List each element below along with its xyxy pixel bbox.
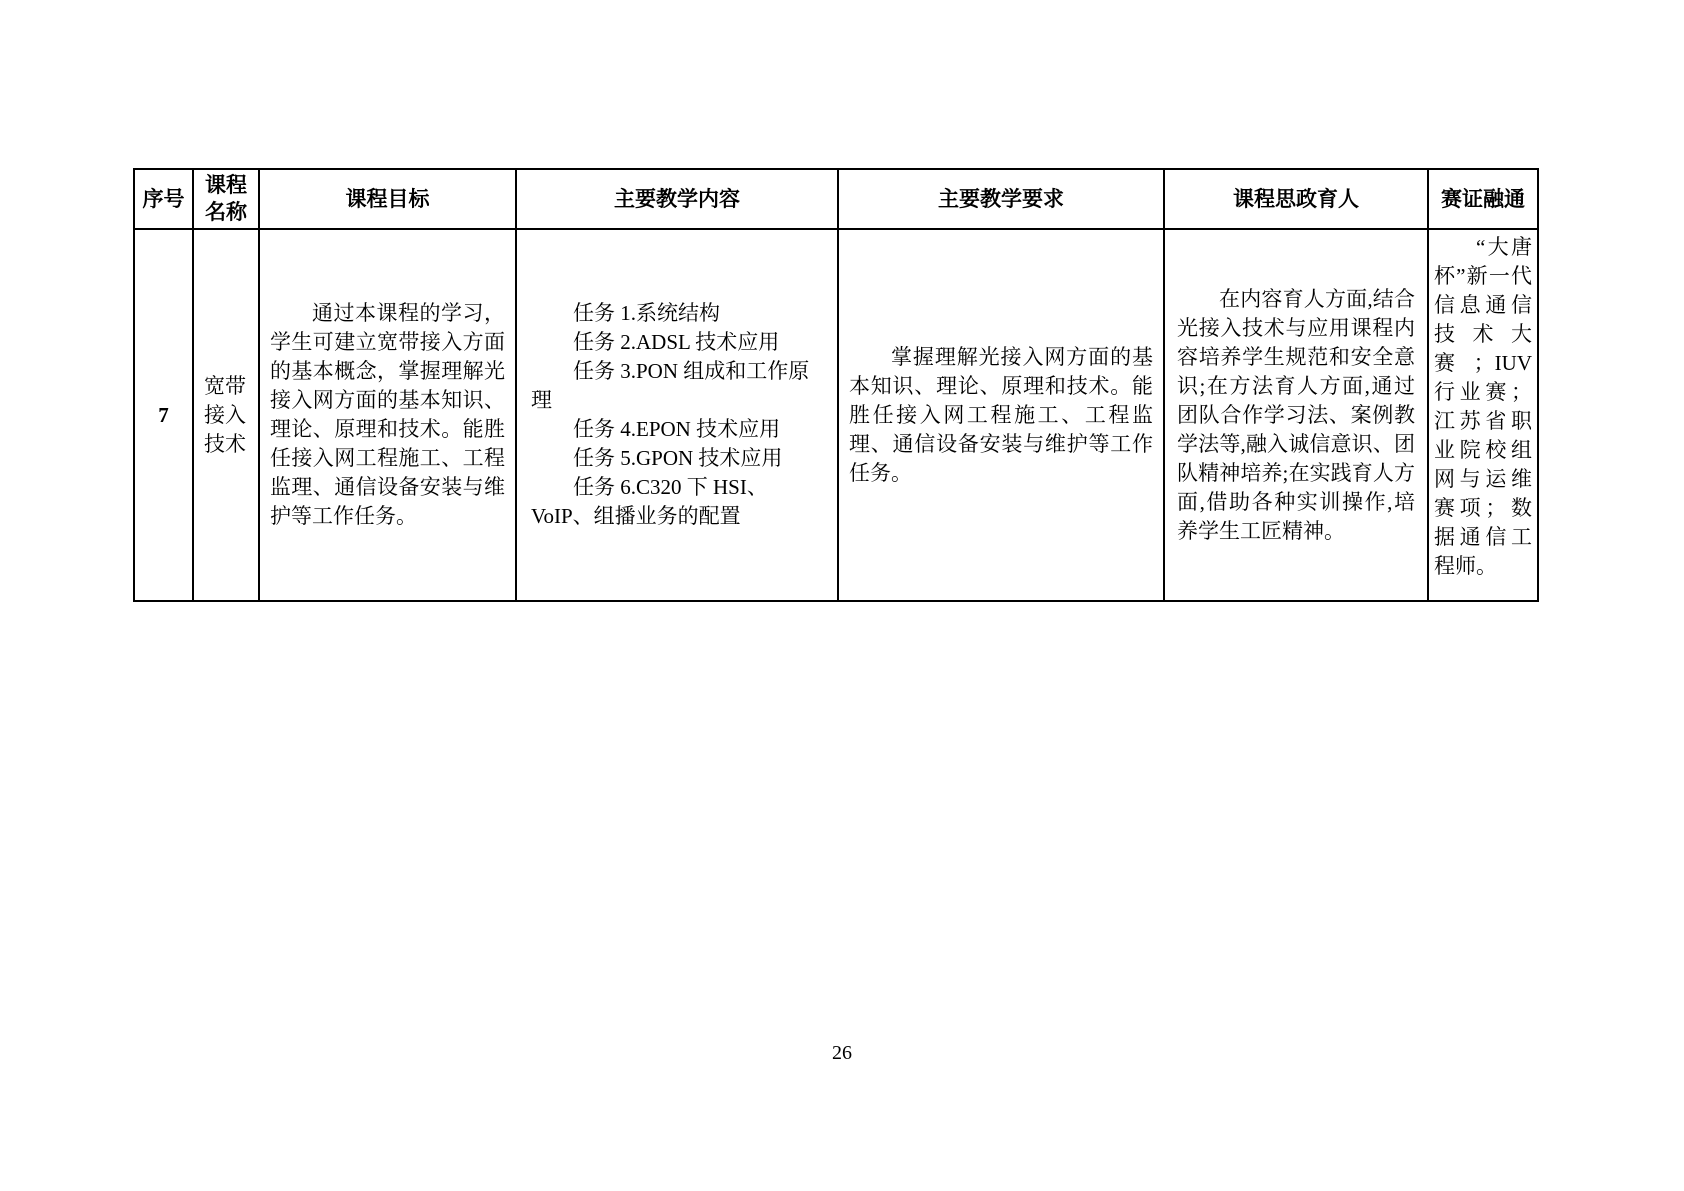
task-item: 任务 3.PON 组成和工作原理: [531, 359, 810, 412]
task-item: 任务 4.EPON 技术应用: [573, 417, 781, 441]
objectives-text: 通过本课程的学习，学生可建立宽带接入方面的基本概念，掌握理解光接入网方面的基本知识、理论、原理和技术。能胜任接入网工程施工、工程监理、通信设备安装与维护等工作任务。: [270, 301, 505, 528]
page-number: 26: [832, 1042, 852, 1064]
requirements-text: 掌握理解光接入网方面的基本知识、理论、原理和技术。能胜任接入网工程施工、工程监理、通信设备安装与维护等工作任务。: [849, 344, 1153, 485]
cell-competition: [1428, 229, 1538, 601]
task-item: 任务 6.C320 下 HSI、VoIP、组播业务的配置: [531, 475, 768, 528]
header-row: [134, 169, 1538, 229]
cell-course-name: [193, 229, 259, 601]
col-header-ideology: 课程思政育人: [1164, 169, 1428, 229]
course-name-text: 宽带接入技术: [204, 373, 246, 456]
task-list: [531, 299, 823, 531]
task-item: 任务 2.ADSL 技术应用: [573, 330, 780, 354]
col-header-objectives: 课程目标: [259, 169, 516, 229]
cell-index: 7: [134, 229, 193, 601]
col-header-content: 主要教学内容: [516, 169, 838, 229]
competition-text: “大唐杯”新一代信息通信技术大赛；IUV 行业赛；江苏省职业院校组网与运维赛项；数据通信工程师。: [1434, 235, 1532, 578]
course-table: [133, 168, 1539, 602]
col-header-requirements: 主要教学要求: [838, 169, 1164, 229]
cell-objectives: [259, 229, 516, 601]
col-header-competition: 赛证融通: [1428, 169, 1538, 229]
col-header-index: 序号: [134, 169, 193, 229]
cell-ideology: [1164, 229, 1428, 601]
cell-requirements: [838, 229, 1164, 601]
col-header-course-name: 课程名称: [193, 169, 259, 229]
task-item: 任务 5.GPON 技术应用: [573, 446, 783, 470]
task-item: 任务 1.系统结构: [573, 301, 720, 325]
table-row: [134, 229, 1538, 601]
cell-content: [516, 229, 838, 601]
ideology-text: 在内容育人方面,结合光接入技术与应用课程内容培养学生规范和安全意识;在方法育人方面,通过团队合作学习法、案例教学法等,融入诚信意识、团队精神培养;在实践育人方面,借助各种实训操作,培养学生工匠精神。: [1177, 286, 1415, 543]
